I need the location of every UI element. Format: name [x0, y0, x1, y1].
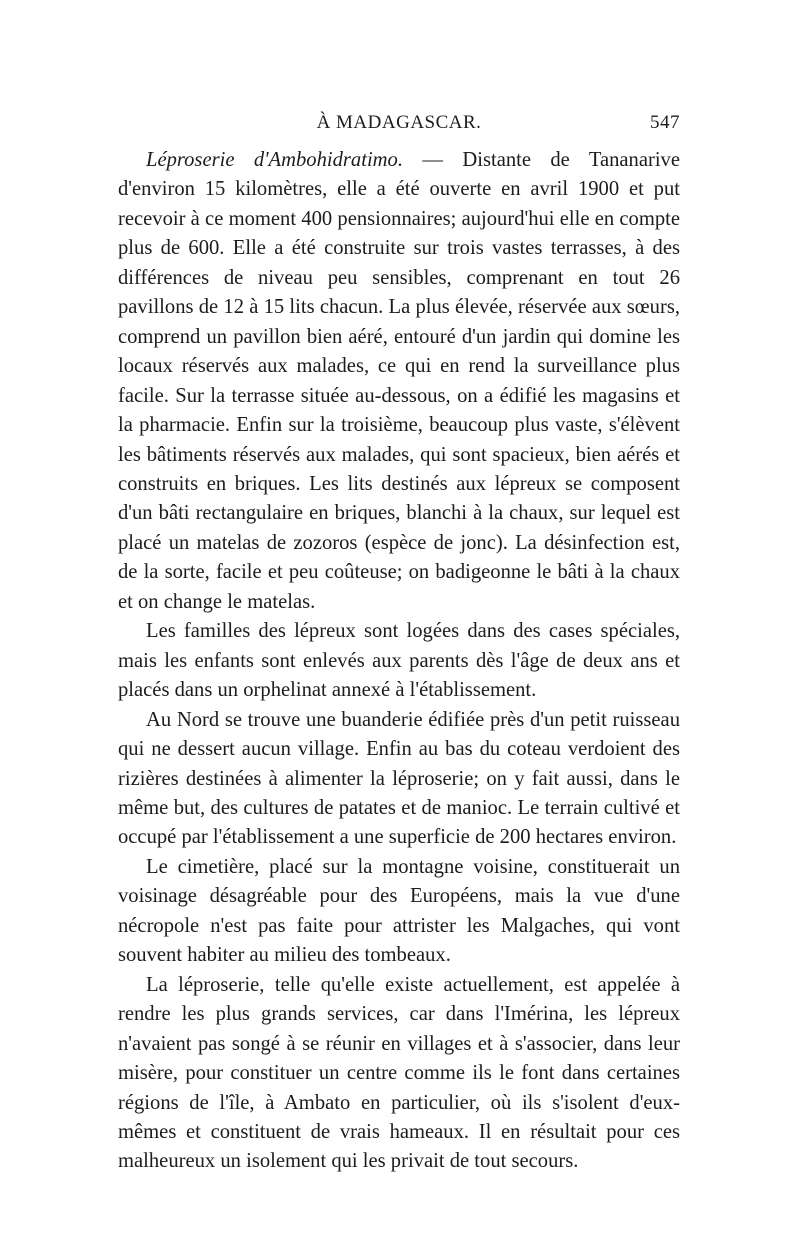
body-text	[118, 146, 680, 1177]
paragraph-leproserie-ambohidratimo	[118, 146, 680, 617]
paragraph-leproserie-services	[118, 971, 680, 1177]
running-title: À MADAGASCAR.	[316, 112, 482, 133]
running-header	[118, 112, 680, 140]
paragraph-cimetiere	[118, 853, 680, 971]
paragraph-text: Le cimetière, placé sur la montagne voisine, constituerait un voisinage désagréable pour des Européens, mais la vue d'une nécropole n'est pas faite pour attrister les Malgaches, qui vont souvent habiter au milieu des tombeaux.	[118, 855, 680, 967]
paragraph-text: La léproserie, telle qu'elle existe actuellement, est appelée à rendre les plus grands services, car dans l'Imérina, les lépreux n'avaient pas songé à se réunir en villages et à s'associer, dans leur misère, pour constituer un centre comme ils le font dans certaines régions de l'île, à Ambato en particulier, où ils s'isolent d'eux-mêmes et constituent de vrais hameaux. Il en résultait pour ces malheureux un isolement qui les privait de tout secours.	[118, 973, 680, 1173]
paragraph-text: Au Nord se trouve une buanderie édifiée près d'un petit ruisseau qui ne dessert aucun village. Enfin au bas du coteau verdoient des rizières destinées à alimenter la léproserie; on y fait aussi, dans le même but, des cultures de patates et de manioc. Le terrain cultivé et occupé par l'établissement a une superficie de 200 hectares environ.	[118, 708, 680, 849]
paragraph-text: — Distante de Tananarive d'environ 15 kilomètres, elle a été ouverte en avril 1900 et put recevoir à ce moment 400 pensionnaires; aujourd'hui elle en compte plus de 600. Elle a été construite sur trois vastes terrasses, à des différences de niveau peu sensibles, comprenant en tout 26 pavillons de 12 à 15 lits chacun. La plus élevée, réservée aux sœurs, comprend un pavillon bien aéré, entouré d'un jardin qui domine les locaux réservés aux malades, ce qui en rend la surveillance plus facile. Sur la terrasse située au-dessous, on a édifié les magasins et la pharmacie. Enfin sur la troisième, beaucoup plus vaste, s'élèvent les bâtiments réservés aux malades, qui sont spacieux, bien aérés et construits en briques. Les lits destinés aux lépreux se composent d'un bâti rectangulaire en briques, blanchi à la chaux, sur lequel est placé un matelas de zozoros (espèce de jonc). La désinfection est, de la sorte, facile et peu coûteuse; on badigeonne le bâti à la chaux et on change le matelas.	[118, 149, 680, 613]
paragraph-buanderie	[118, 706, 680, 853]
page-number: 547	[650, 112, 680, 133]
section-subheading: Léproserie d'Ambohidratimo.	[146, 149, 403, 171]
paragraph-familles	[118, 617, 680, 705]
paragraph-text: Les familles des lépreux sont logées dans des cases spéciales, mais les enfants sont enlevés aux parents dès l'âge de deux ans et placés dans un orphelinat annexé à l'établissement.	[118, 620, 680, 702]
